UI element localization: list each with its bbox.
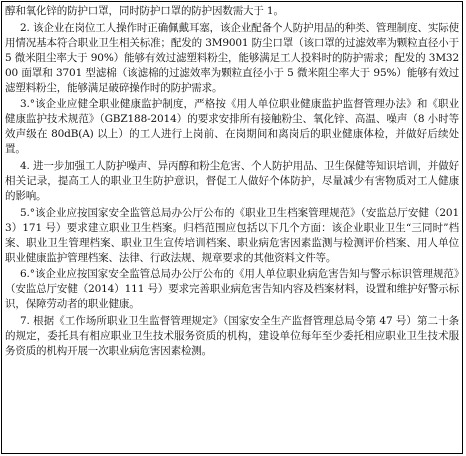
paragraph-item-6: 6.°该企业应按国家安全监管总局办公厅公布的《用人单位职业病危害告知与警示标识管理规范》（安监总厅安健（2014）111 号）要求完善职业病危害告知内容及档案材料，设置和维护好警示标识，保障劳动者的职业健康。: [5, 268, 459, 311]
paragraph-item-7: 7. 根据《工作场所职业卫生监督管理规定》（国家安全生产监督管理总局令第 47 号）第二十条的规定，委托具有相应职业卫生技术服务资质的机构，建设单位每年至少委托相应职业卫生技术服务资质的机构开展一次职业病危害因素检测。: [5, 315, 459, 357]
paragraph-item-4: 4. 进一步加强工人防护噪声、异丙醇和粉尘危害、个人防护用品、卫生保健等知识培训，并做好相关记录，提高工人的职业卫生防护意识，督促工人做好个体防护，尽量减少有害物质对工人健康的影响。: [5, 160, 459, 202]
paragraph-item-5: 5.°该企业应按国家安全监管总局办公厅公布的《职业卫生档案管理规范》（安监总厅安健（2013）171 号）要求建立职业卫生档案。归档范围应包括以下几个方面：该企业职业卫生“三同时”档案、职业卫生管理档案、职业卫生宣传培训档案、职业病危害因素监测与检测评价档案、用人单位职业健康监护管理档案、法律、行政法规、规章要求的其他资料文件等。: [5, 206, 459, 264]
paragraph-item-2: 2. 该企业在岗位工人操作时正确佩戴耳塞，该企业配备个人防护用品的种类、管理制度、实际使用情况基本符合职业卫生相关标准；配发的 3M9001 防尘口罩（该口罩的过滤效率为颗粒直径小于 5 微米阻尘率大于 90%）能够有效过滤塑料粉尘，能够满足工人投料时的防护需求；配发的 3M3200 面罩和 3701 型滤棉（该滤棉的过滤效率为颗粒直径小于 5 微米阻尘率大于 95%）能够有效过滤塑料粉尘，能够满足破碎操作时的防护需求。: [5, 21, 459, 94]
document-text-frame: [1, 1, 463, 454]
paragraph-item-3: 3.°该企业应健全职业健康监护制度，严格按《用人单位职业健康监护监督管理办法》和《职业健康监护技术规范》（GBZ188-2014）的要求安排所有接触粉尘、氧化锌、高温、噪声（8 小时等效声级在 80dB(A) 以上）的工人进行上岗前、在岗期间和离岗后的职业健康体检，并做好后续处置。: [5, 98, 459, 156]
paragraph-continuation: 醇和氧化锌的防护口罩，同时防护口罩的防护因数需大于 1。: [5, 5, 284, 17]
